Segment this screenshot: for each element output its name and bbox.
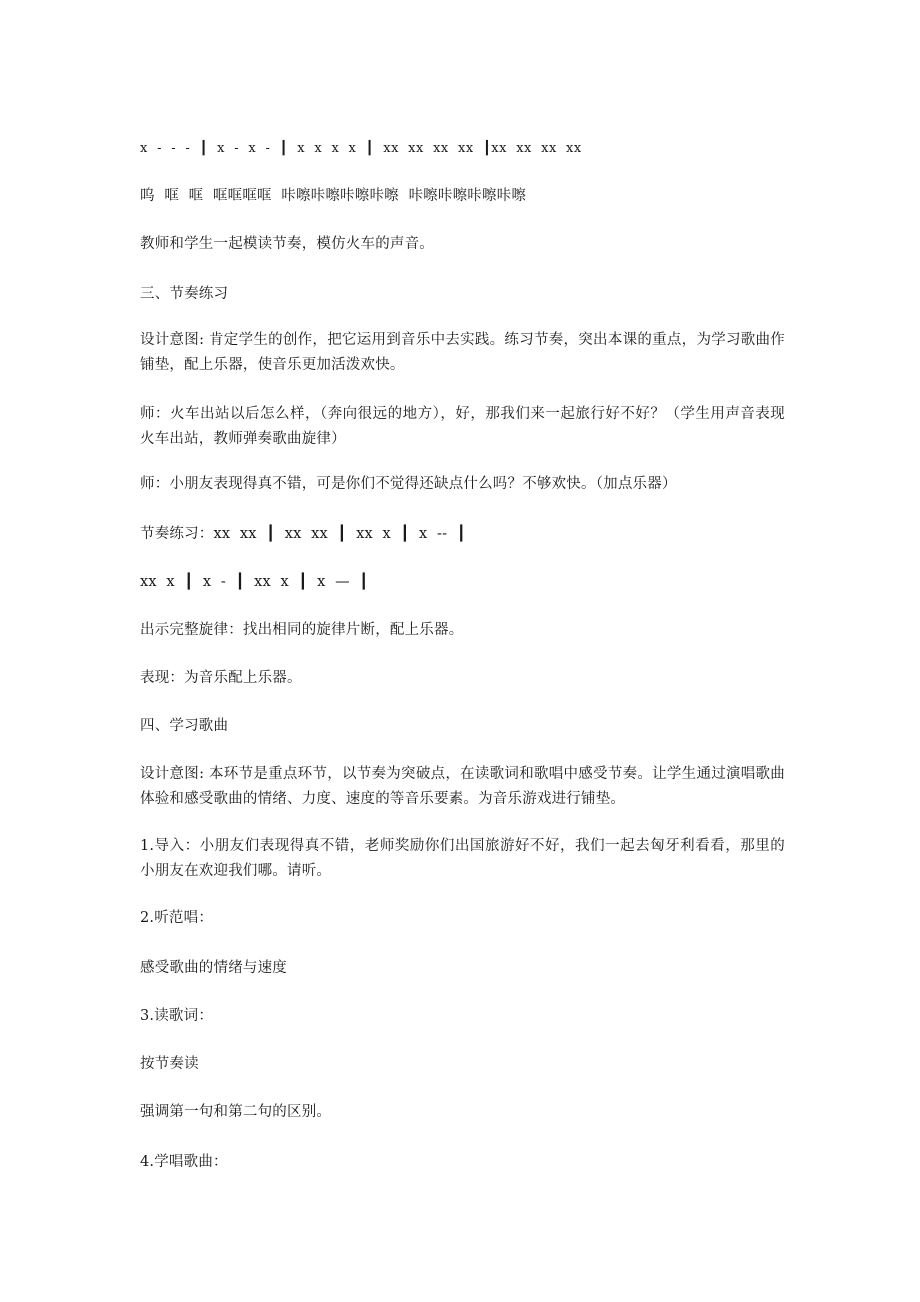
item-2: 2.听范唱： [140,910,214,926]
rhythm-line-1: x - - - ┃ x - x - ┃ x x x x ┃ xx xx xx xx ┃xx xx xx xx [140,141,582,156]
paragraph-perform: 表现：为音乐配上乐器。 [140,670,302,686]
section-heading-3: 三、节奏练习 [140,286,229,302]
item-4: 4.学唱歌曲： [140,1154,228,1170]
paragraph-teacher-2: 师：小朋友表现得真不错，可是你们不觉得还缺点什么吗？不够欢快。（加点乐器） [140,476,677,492]
paragraph-intro: 1.导入：小朋友们表现得真不错，老师奖励你们出国旅游好不好，我们一起去匈牙利看看，那里的小朋友在欢迎我们哪。请听。 [140,838,785,879]
item-3: 3.读歌词： [140,1008,214,1024]
rhythm-practice-2: xx x ┃ x - ┃ xx x ┃ x — ┃ [140,574,369,590]
rhythm-words: 呜 哐 哐 哐哐哐哐 咔嚓咔嚓咔嚓咔嚓 咔嚓咔嚓咔嚓咔嚓 [140,188,527,204]
paragraph-design-intent-1: 设计意图: 肯定学生的创作，把它运用到音乐中去实践。练习节奏，突出本课的重点，为学习歌曲作铺垫，配上乐器，使音乐更加活泼欢快。 [140,332,785,373]
item-3-desc: 按节奏读 [140,1056,199,1072]
rhythm-practice-1: 节奏练习：xx xx ┃ xx xx ┃ xx x ┃ x -- ┃ [140,526,466,542]
paragraph-melody: 出示完整旋律：找出相同的旋律片断，配上乐器。 [140,622,464,638]
paragraph-design-intent-2: 设计意图: 本环节是重点环节，以节奏为突破点，在读歌词和歌唱中感受节奏。让学生通过演唱歌曲体验和感受歌曲的情绪、力度、速度的等音乐要素。为音乐游戏进行铺垫。 [140,766,785,807]
item-3-desc-2: 强调第一句和第二句的区别。 [140,1104,332,1120]
item-2-desc: 感受歌曲的情绪与速度 [140,960,287,976]
paragraph-teacher-1: 师：火车出站以后怎么样，（奔向很远的地方），好，那我们来一起旅行好不好？（学生用声音表现火车出站，教师弹奏歌曲旋律） [140,406,785,447]
section-heading-4: 四、学习歌曲 [140,718,229,734]
paragraph-imitate: 教师和学生一起模读节奏，模仿火车的声音。 [140,236,434,252]
